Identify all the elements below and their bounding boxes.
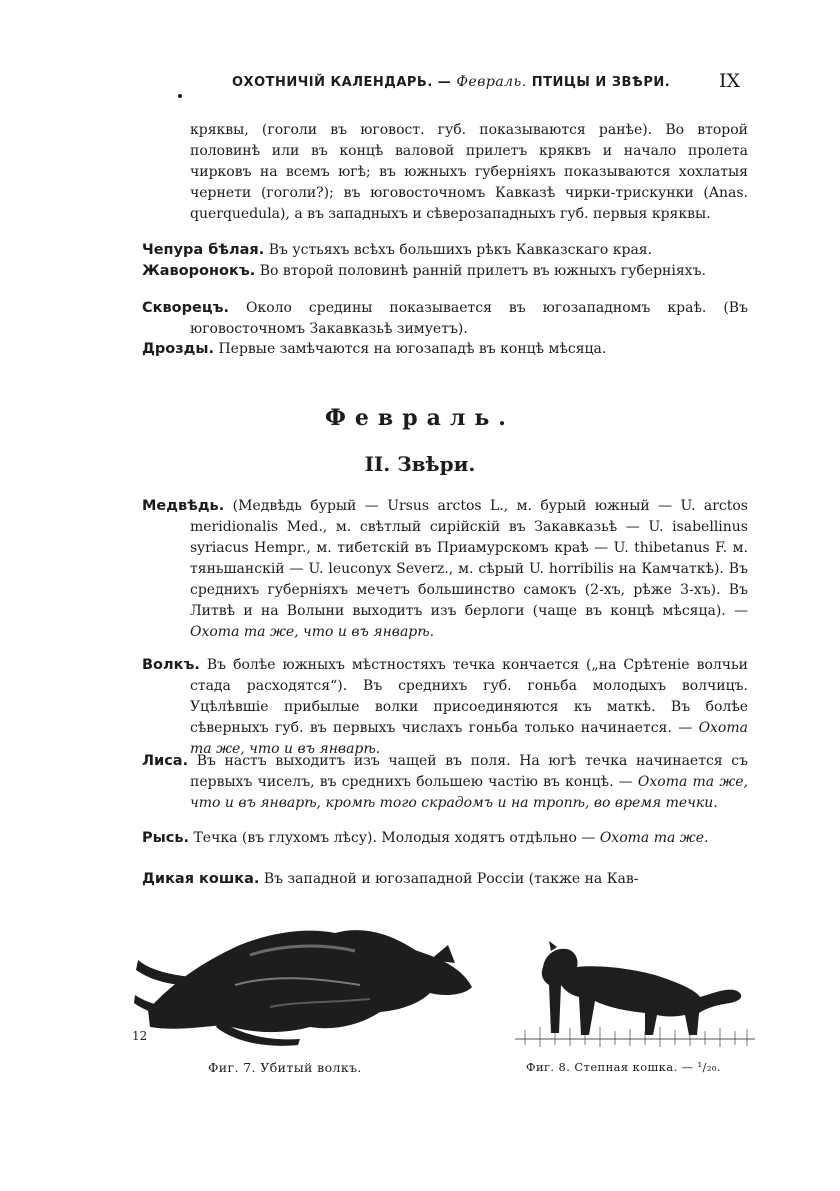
entry-text: Въ западной и югозападной Россіи (также на Кав- xyxy=(259,871,639,887)
entry-text: Въ болѣе южныхъ мѣстностяхъ течка кончается („на Срѣтеніе волчьи стада расходятся“). Въ среднихъ губ. гоньба молодыхъ волчицъ. Уцѣлѣвшіе прибылые волки присоединяются къ маткѣ. Въ болѣе сѣверныхъ губ. въ первыхъ числахъ гоньба только начинается. — xyxy=(190,657,748,736)
entry-term: Дикая кошка. xyxy=(142,871,260,887)
birds-continuation-paragraph: кряквы, (гоголи въ юговост. губ. показываются ранѣе). Во второй половинѣ или въ концѣ валовой прилетъ кряквъ и начало пролета чирковъ на всемъ югѣ; въ южныхъ губерніяхъ показываются хохлатыя чернети (гоголи?); въ юговосточномъ Кавказѣ чирки-трискунки (Anas. querquedula), а въ западныхъ и сѣверозападныхъ губ. первыя кряквы. xyxy=(190,122,748,222)
animal-entry-dikaya-koshka xyxy=(142,869,748,890)
entry-text: Въ устьяхъ всѣхъ большихъ рѣкъ Кавказскаго края. xyxy=(264,242,653,258)
figure-steppe-cat xyxy=(515,935,755,1050)
section-subtitle: II. Звѣри. xyxy=(364,452,476,476)
running-head-title: ОХОТНИЧІЙ КАЛЕНДАРЬ. — Февраль. ПТИЦЫ И ЗВѢРИ. xyxy=(232,74,671,90)
entry-hunting-note: Охота та же, что и въ январѣ, кромѣ того скрадомъ и на тропѣ, во время течки. xyxy=(190,774,748,811)
entry-text: (Медвѣдь бурый — Ursus arctos L., м. бурый южный — U. arctos meridionalis Med., м. свѣтлый сирійскій въ Закавказьѣ — U. isabellinus syriacus Hempr., м. тибетскій въ Приамурскомъ краѣ — U. thibetanus F. м. тяньшанскій — U. leuconyx Severz., м. сѣрый U. horribilis на Камчаткѣ). Въ среднихъ губерніяхъ мечетъ большинство самокъ (2-хъ, рѣже 3-хъ). Въ Литвѣ и на Волыни выходитъ изъ берлоги (чаще въ концѣ мѣсяца). — xyxy=(190,498,748,619)
entry-hunting-note: Охота та же. xyxy=(599,830,709,846)
animal-entry-rys xyxy=(142,828,748,849)
bird-entry-drozdy xyxy=(142,339,748,360)
entry-term: Рысь. xyxy=(142,830,190,846)
bird-entry-zhavoronok xyxy=(142,261,748,282)
running-head xyxy=(140,70,740,94)
entry-hunting-note: Охота та же, что и въ январѣ. xyxy=(190,624,435,640)
figure-8-caption: Фиг. 8. Степная кошка. — ¹/₂₀. xyxy=(526,1060,721,1074)
figure-dead-wolf xyxy=(130,915,480,1050)
entry-text: Во второй половинѣ ранній прилетъ въ южныхъ губерніяхъ. xyxy=(255,263,706,279)
animal-entry-lisa xyxy=(142,751,748,814)
animal-entry-volk xyxy=(142,655,748,760)
page-number: IX xyxy=(718,70,740,92)
entry-term: Жаворонокъ. xyxy=(142,263,256,279)
entry-term: Чепура бѣлая. xyxy=(142,242,265,258)
svg-text:12: 12 xyxy=(132,1029,148,1043)
month-heading: Февраль. xyxy=(325,405,515,431)
entry-term: Медвѣдь. xyxy=(142,498,225,514)
entry-term: Дрозды. xyxy=(142,341,215,357)
entry-text: Первые замѣчаются на югозападѣ въ концѣ мѣсяца. xyxy=(214,341,607,357)
bird-entry-chepura xyxy=(142,240,748,261)
animal-entry-medved xyxy=(142,496,748,643)
entry-text: Въ настъ выходитъ изъ чащей въ поля. На югѣ течка начинается съ первыхъ чиселъ, въ среднихъ большею частію въ концѣ. — xyxy=(188,753,748,790)
entry-term: Волкъ. xyxy=(142,657,200,673)
entry-text: Течка (въ глухомъ лѣсу). Молодыя ходятъ отдѣльно — xyxy=(189,830,600,846)
entry-term: Скворецъ. xyxy=(142,300,229,316)
entry-text: Около средины показывается въ югозападномъ краѣ. (Въ юговосточномъ Закавказьѣ зимуетъ). xyxy=(190,300,748,337)
entry-term: Лиса. xyxy=(142,753,189,769)
bird-entry-skvorets xyxy=(142,298,748,340)
entry-hunting-note: Охота та же, что и въ январѣ. xyxy=(190,720,748,757)
figure-7-caption: Фиг. 7. Убитый волкъ. xyxy=(208,1060,362,1075)
print-speck xyxy=(178,94,182,98)
